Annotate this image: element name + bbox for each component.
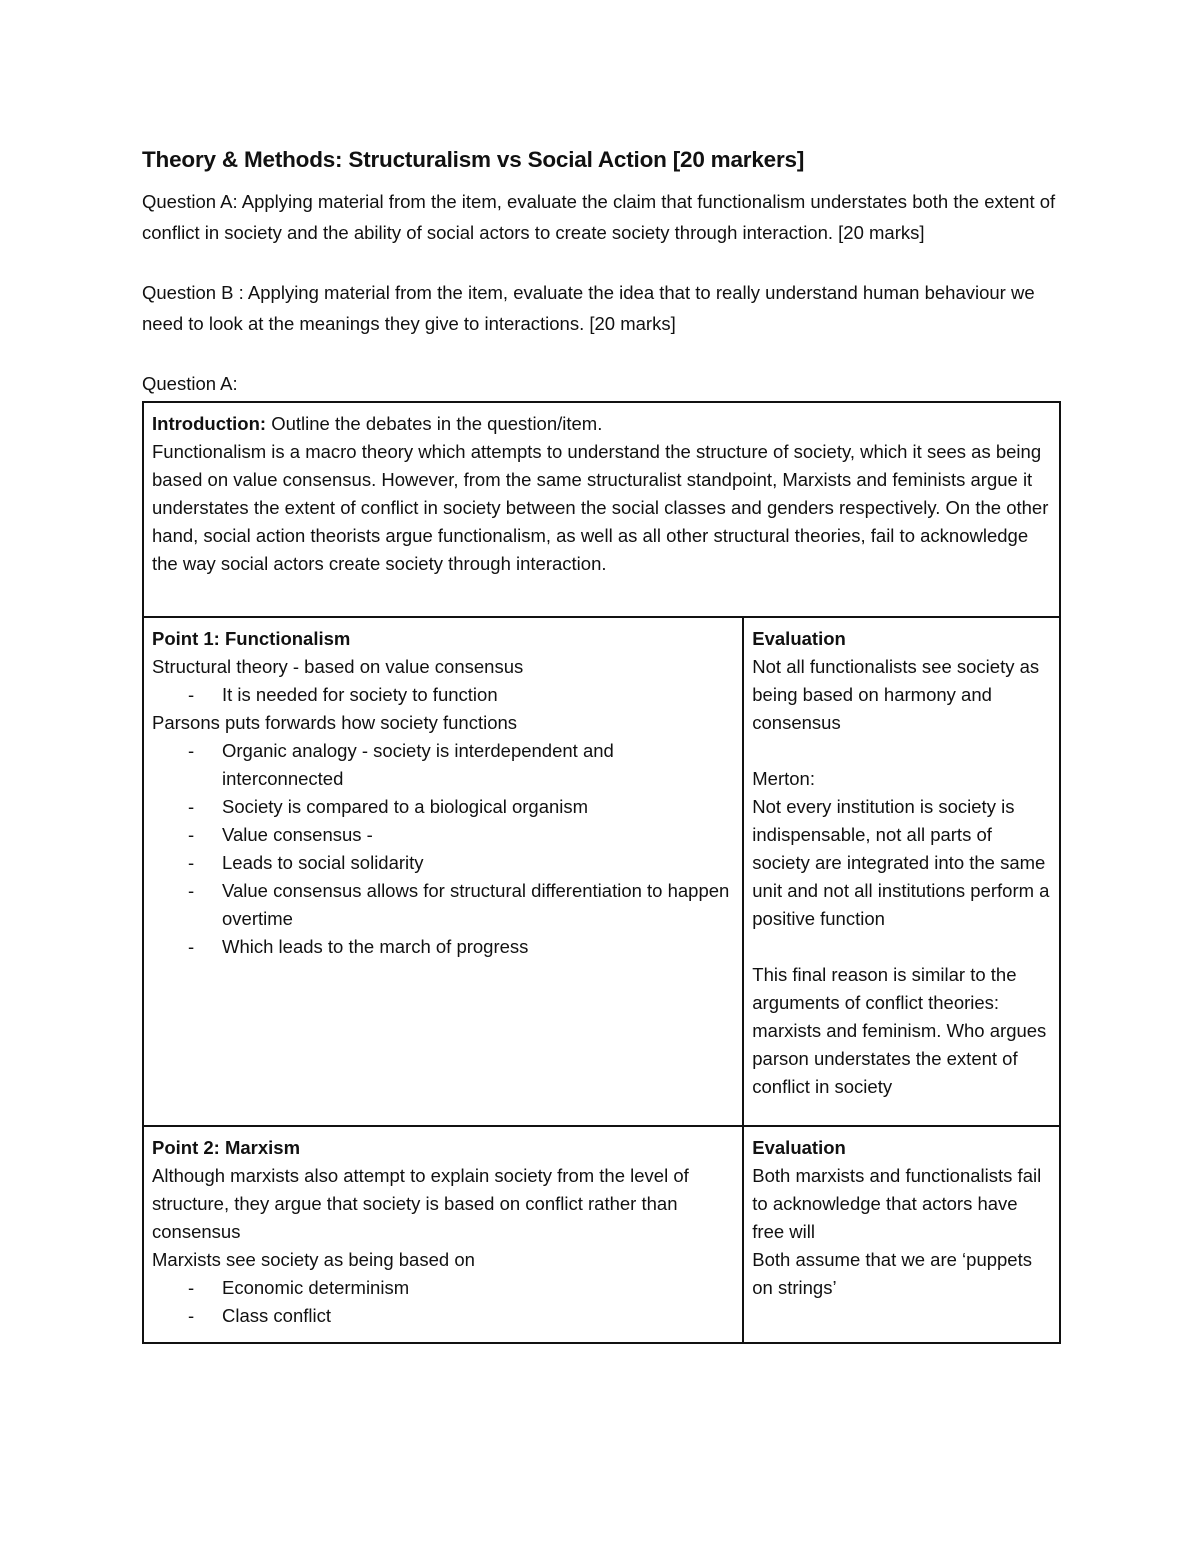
spacer	[752, 933, 1051, 961]
point1-line2: Parsons puts forwards how society functions	[152, 712, 518, 733]
point1-cell	[143, 617, 743, 1126]
document-title: Theory & Methods: Structuralism vs Social Action [20 markers]	[142, 147, 805, 172]
intro-heading-rest: Outline the debates in the question/item.	[266, 413, 603, 434]
list-item: - Value consensus -	[152, 821, 734, 849]
intro-heading: Introduction:	[152, 413, 267, 434]
dash-bullet: -	[188, 852, 195, 873]
spacer	[752, 737, 1051, 765]
dash-bullet: -	[188, 1277, 195, 1298]
point2-bullet-list	[152, 1274, 734, 1330]
evaluation2-p1: Both marxists and functionalists fail to acknowledge that actors have free will	[752, 1165, 1042, 1242]
list-item: - It is needed for society to function	[152, 681, 734, 709]
dash-bullet: -	[188, 796, 195, 817]
dash-bullet: -	[188, 936, 195, 957]
point2-line2: Marxists see society as being based on	[152, 1249, 475, 1270]
point1-line1: Structural theory - based on value consensus	[152, 656, 524, 677]
list-item: - Value consensus allows for structural differentiation to happen overtime	[152, 877, 734, 933]
evaluation1-heading: Evaluation	[752, 628, 846, 649]
point2-heading: Point 2: Marxism	[152, 1137, 301, 1158]
evaluation1-cell	[743, 617, 1060, 1126]
document-page	[142, 143, 1062, 1344]
point1-heading: Point 1: Functionalism	[152, 628, 351, 649]
list-item: - Society is compared to a biological organism	[152, 793, 734, 821]
list-item: - Economic determinism	[152, 1274, 734, 1302]
list-item: - Organic analogy - society is interdependent and interconnected	[152, 737, 734, 793]
dash-bullet: -	[188, 684, 195, 705]
spacer	[142, 248, 1062, 278]
evaluation1-merton-label: Merton:	[752, 768, 815, 789]
list-item: - Class conflict	[152, 1302, 734, 1330]
dash-bullet: -	[188, 740, 195, 761]
intro-body: Functionalism is a macro theory which attempts to understand the structure of society, which it sees as being based on value consensus. However, from the same structuralist standpoint, Marxists and feminists argue it understates the extent of conflict in society between the social classes and genders respectively. On the other hand, social action theorists argue functionalism, as well as all other structural theories, fail to acknowledge the way social actors create society through interaction.	[152, 441, 1049, 574]
question-a-text: Question A: Applying material from the item, evaluate the claim that functionalism understates both the extent of conflict in society and the ability of social actors to create society through interaction. [20 marks]	[142, 191, 1056, 243]
list-item: - Which leads to the march of progress	[152, 933, 734, 961]
spacer	[142, 339, 1062, 369]
point2-line1: Although marxists also attempt to explain society from the level of structure, they argue that society is based on conflict rather than consensus	[152, 1165, 689, 1242]
dash-bullet: -	[188, 1305, 195, 1326]
point1-sub-list	[152, 681, 734, 709]
point1-bullet-list	[152, 737, 734, 961]
question-a-label: Question A:	[142, 373, 238, 394]
evaluation2-heading: Evaluation	[752, 1137, 846, 1158]
essay-plan-table	[142, 401, 1061, 1344]
point2-cell	[143, 1126, 743, 1343]
intro-cell	[143, 402, 1060, 617]
list-item: - Leads to social solidarity	[152, 849, 734, 877]
evaluation1-p2: Not every institution is society is indispensable, not all parts of society are integrated into the same unit and not all institutions perform a positive function	[752, 796, 1050, 929]
evaluation1-p3: This final reason is similar to the arguments of conflict theories: marxists and feminism. Who argues parson understates the extent of conflict in society	[752, 964, 1047, 1097]
evaluation2-cell	[743, 1126, 1060, 1343]
dash-bullet: -	[188, 880, 195, 901]
question-b-text: Question B : Applying material from the item, evaluate the idea that to really understand human behaviour we need to look at the meanings they give to interactions. [20 marks]	[142, 282, 1035, 334]
dash-bullet: -	[188, 824, 195, 845]
evaluation1-p1: Not all functionalists see society as being based on harmony and consensus	[752, 656, 1040, 733]
evaluation2-p2: Both assume that we are ‘puppets on strings’	[752, 1249, 1032, 1298]
